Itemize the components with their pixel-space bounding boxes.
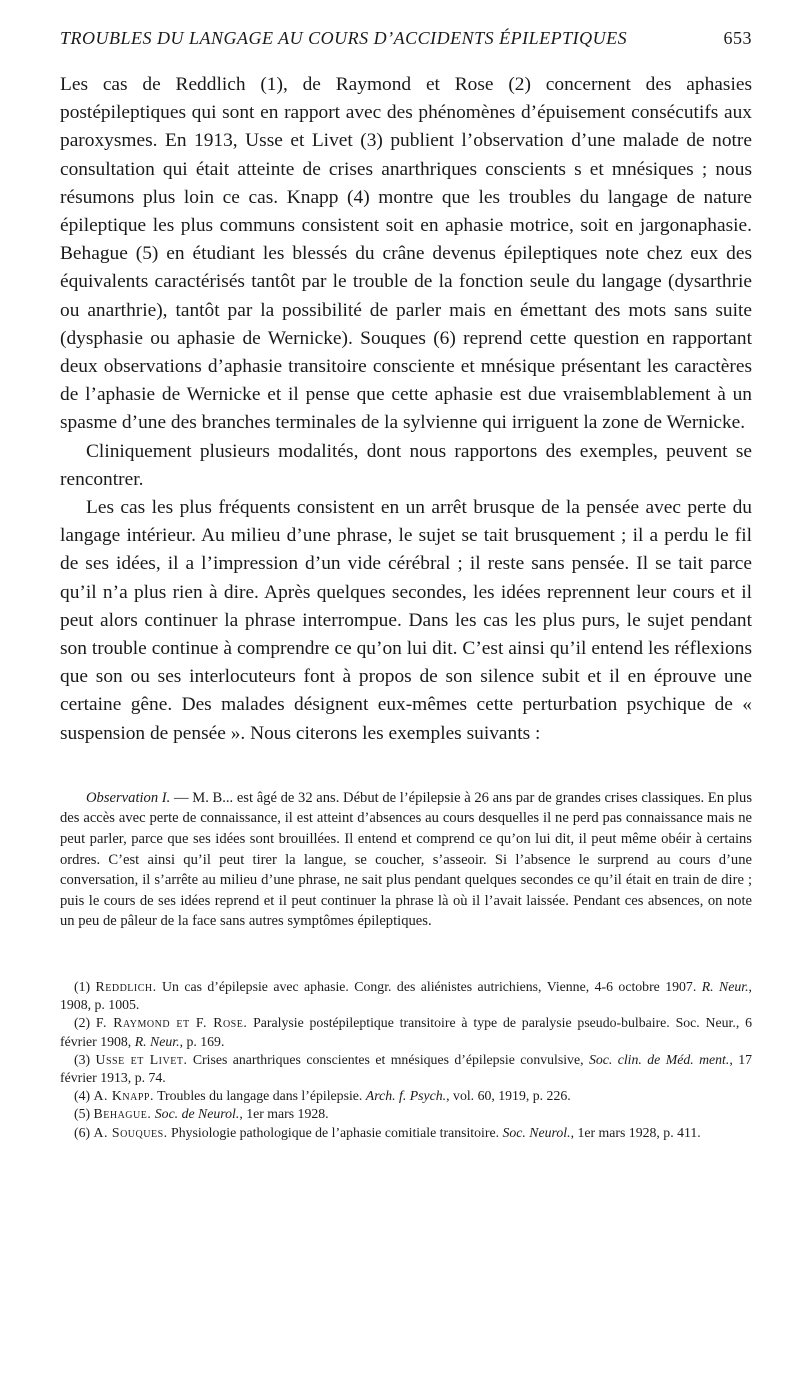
footnote-tail: , 1er mars 1928. [239, 1106, 329, 1122]
footnote [60, 1105, 752, 1123]
footnote [60, 1124, 752, 1142]
footnotes [60, 978, 752, 1142]
footnote-author: A. Knapp. [93, 1088, 154, 1104]
footnote-number: (1) [74, 979, 91, 995]
footnote-text: Troubles du langage dans l’épilepsie. [153, 1088, 366, 1104]
footnote-text: Crises anarthriques conscientes et mnésiques d’épilepsie convulsive, [187, 1051, 589, 1067]
footnote-text: Physiologie pathologique de l’aphasie comitiale transitoire. [167, 1124, 503, 1140]
footnote-text: Un cas d’épilepsie avec aphasie. Congr. des aliénistes autrichiens, Vienne, 4-6 octobre 1907. [156, 979, 702, 995]
footnote-tail: , 1908, p. 1005. [60, 979, 752, 1013]
footnote-author: Usse et Livet. [95, 1051, 188, 1067]
observation-text: — M. B... est âgé de 32 ans. Début de l’épilepsie à 26 ans par de grandes crises classiques. En plus des accès avec perte de connaissance, il est atteint d’absences au cours desquelles il ne perd pas connaissance mais ne peut parler, parce que ses idées sont brouillées. Il entend et comprend ce qu’on lui dit, il peut même obéir à certains ordres. C’est ainsi qu’il peut tirer la langue, se coucher, s’asseoir. Si l’absence le surprend au cours d’une conversation, il s’arrête au milieu d’une phrase, ne sait plus pendant quelques secondes ce qu’il était en train de dire ; puis le cours de ses idées reprend et il peut continuer la phrase là où il l’avait laissée. Pendant ces absences, on note un peu de pâleur de la face sans autres symptômes épileptiques. [60, 789, 752, 930]
footnote-number: (5) [74, 1106, 91, 1122]
footnote-author: Reddlich. [95, 979, 157, 995]
paragraph-3: Les cas les plus fréquents consistent en un arrêt brusque de la pensée avec perte du langage intérieur. Au milieu d’une phrase, le sujet se tait brusquement ; il a perdu le fil de ses idées, il a l’impression d’un vide cérébral ; il reste sans pensée. Il se tait parce qu’il n’a plus rien à dire. Après quelques secondes, les idées reprennent leur cours et il peut alors continuer la phrase interrompue. Dans les cas les plus purs, le sujet pendant son trouble continue à comprendre ce qu’on lui dit. C’est ainsi qu’il entend les réflexions que son ou ses interlocuteurs font à propos de son silence subit et il en éprouve une certaine gêne. Des malades désignent eux-mêmes cette perturbation psychique de « suspension de pensée ». Nous citerons les exemples suivants : [60, 497, 752, 744]
footnote-author: A. Souques. [93, 1124, 168, 1140]
footnote [60, 1087, 752, 1105]
observation-lead: Observation I. [86, 789, 171, 806]
paragraph-1: Les cas de Reddlich (1), de Raymond et Rose (2) concernent des aphasies postépileptiques qui sont en rapport avec des phénomènes d’épuisement consécutifs aux paroxysmes. En 1913, Usse et Livet (3) publient l’observation d’une malade de notre consultation qui était atteinte de crises anarthriques conscients s et mnésiques ; nous résumons plus loin ce cas. Knapp (4) montre que les troubles du langage de nature épileptique les plus communs consistent soit en aphasie motrice, soit en jargonaphasie. Behague (5) en étudiant les blessés du crâne devenus épileptiques note chez eux des équivalents caractérisés tantôt par le trouble de la fonction seule du langage (dysarthrie ou anarthrie), tantôt par la possibilité de parler mais en émettant des mots sans suite (dysphasie ou aphasie de Wernicke). Souques (6) reprend cette question en rapportant deux observations d’aphasie transitoire consciente et mnésique présentant les caractères de l’aphasie de Wernicke et il pense que cette aphasie est due vraisemblablement à un spasme d’une des branches terminales de la sylvienne qui irriguent la zone de Wernicke. [60, 74, 752, 434]
footnote-tail: , vol. 60, 1919, p. 226. [446, 1088, 571, 1104]
footnote-number: (3) [74, 1051, 91, 1067]
footnote-journal: Soc. Neurol. [502, 1124, 571, 1140]
footnote-author: Behague. [93, 1106, 152, 1122]
footnote-number: (4) [74, 1088, 91, 1104]
footnote-tail: , p. 169. [179, 1033, 225, 1049]
observation-block [60, 788, 752, 932]
footnote-journal: Arch. f. Psych. [365, 1088, 447, 1104]
footnote-journal: Soc. clin. de Méd. ment. [588, 1051, 730, 1067]
footnote-number: (2) [74, 1015, 91, 1031]
page-number: 653 [723, 28, 752, 48]
running-head [60, 28, 752, 49]
footnote-journal: R. Neur. [134, 1033, 180, 1049]
footnote [60, 978, 752, 1014]
footnote-number: (6) [74, 1124, 91, 1140]
footnote-tail: , 17 février 1913, p. 74. [60, 1051, 753, 1086]
paragraph-2: Cliniquement plusieurs modalités, dont nous rapportons des exemples, peuvent se rencontrer. [60, 440, 752, 490]
footnote-text: Paralysie postépileptique transitoire à type de paralysie pseudo-bulbaire. Soc. Neur., 6 février 1908, [60, 1015, 752, 1049]
footnote-author: F. Raymond et F. Rose. [95, 1015, 248, 1031]
running-title: TROUBLES DU LANGAGE AU COURS D’ACCIDENTS ÉPILEPTIQUES [60, 28, 628, 48]
footnote-tail: , 1er mars 1928, p. 411. [570, 1124, 701, 1140]
footnote [60, 1014, 752, 1050]
footnote [60, 1051, 752, 1087]
footnote-journal: Soc. de Neurol. [154, 1106, 240, 1122]
footnote-journal: R. Neur. [701, 979, 749, 995]
